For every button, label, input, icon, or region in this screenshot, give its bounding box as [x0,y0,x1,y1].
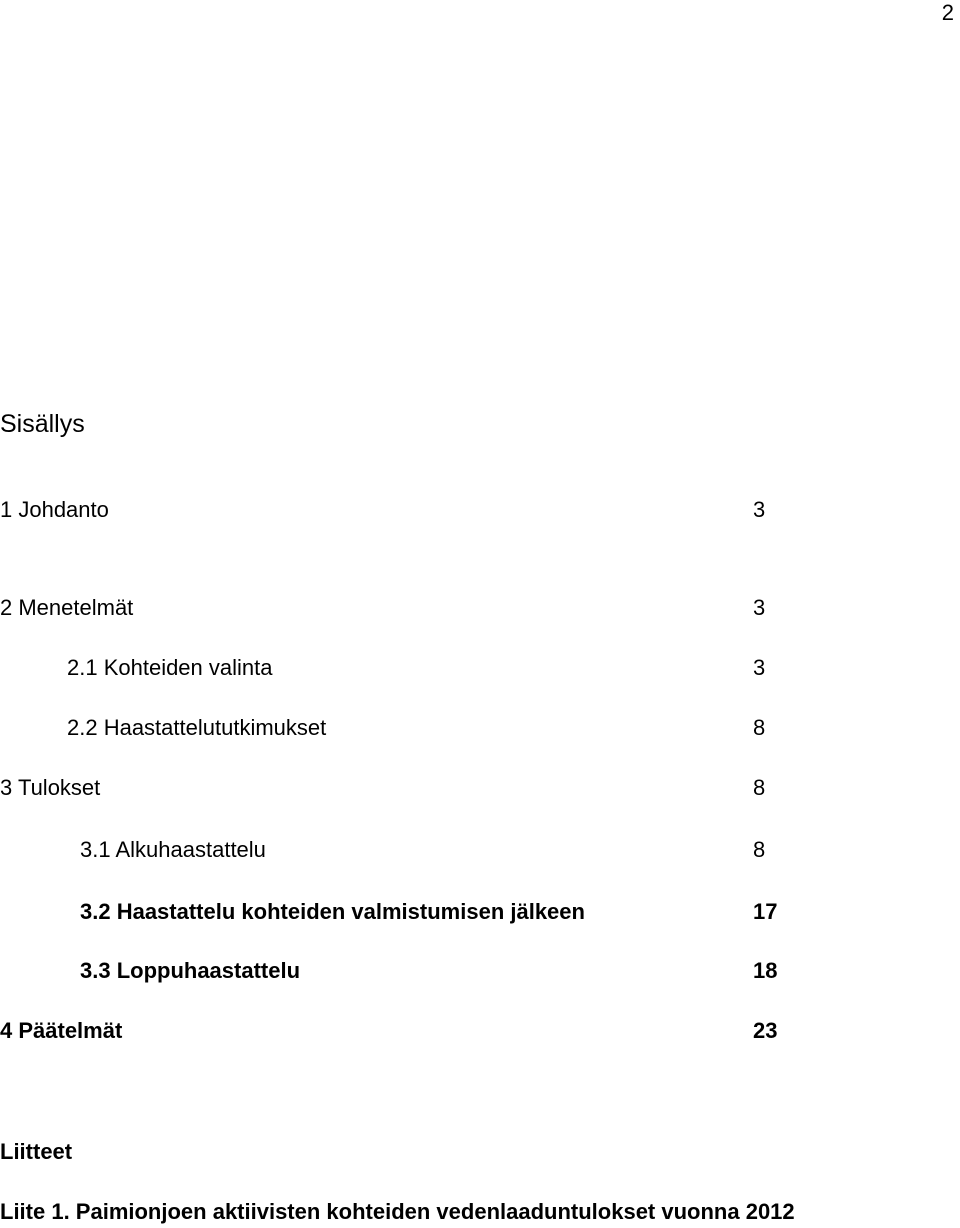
toc-entry-johdanto[interactable] [0,494,820,526]
toc-entry-title: 2.1 Kohteiden valinta [67,655,273,680]
toc-entry-alkuhaastattelu[interactable] [0,834,820,866]
toc-entry-page: 3 [753,595,766,620]
toc-entry-page: 8 [753,775,766,800]
toc-entry-title: 4 Päätelmät [0,1018,123,1043]
toc-entry-kohteiden-valinta[interactable] [0,652,820,684]
toc-entry-title: 3.3 Loppuhaastattelu [80,958,301,983]
toc-entry-page: 23 [753,1018,778,1043]
toc-entry-title: 2 Menetelmät [0,595,134,620]
toc-entry-haastattelu-valmistumisen-jalkeen[interactable] [0,896,820,928]
appendices-heading: Liitteet [0,1139,73,1164]
toc-heading: Sisällys [0,410,85,438]
toc-entry-menetelmat[interactable] [0,592,820,624]
toc-entry-page: 8 [753,715,766,740]
toc-entry-page: 3 [753,655,766,680]
toc-entry-title: 3.1 Alkuhaastattelu [80,837,266,862]
toc-entry-page: 3 [753,497,766,522]
appendix-item[interactable]: Liite 1. Paimionjoen aktiivisten kohteiden vedenlaaduntulokset vuonna 2012 [0,1199,795,1224]
page-number: 2 [941,0,954,25]
toc-entry-paatelmat[interactable] [0,1015,820,1047]
toc-entry-title: 2.2 Haastattelututkimukset [67,715,327,740]
toc-entry-page: 18 [753,958,778,983]
toc-entry-page: 8 [753,837,766,862]
toc-entry-title: 1 Johdanto [0,497,109,522]
toc-entry-page: 17 [753,899,778,924]
toc-entry-title: 3 Tulokset [0,775,101,800]
toc-entry-tulokset[interactable] [0,772,820,804]
toc-entry-title: 3.2 Haastattelu kohteiden valmistumisen jälkeen [80,899,585,924]
toc-entry-loppuhaastattelu[interactable] [0,955,820,987]
toc-entry-haastattelututkimukset[interactable] [0,712,820,744]
